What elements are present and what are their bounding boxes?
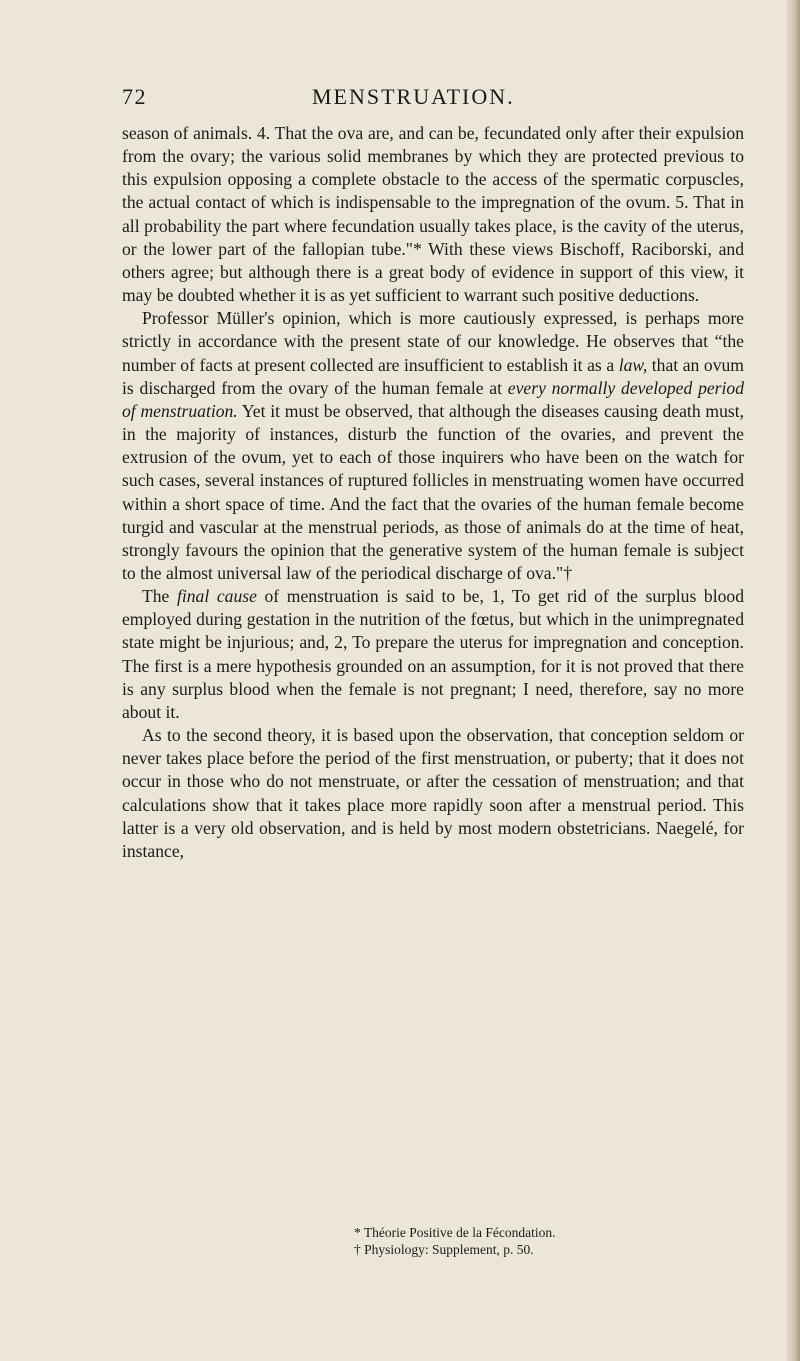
- paragraph-3-text-b: of menstruation is said to be, 1, To get rid of the surplus blood employed during gestation in the nutrition of the fœtus, but which in the unimpregnated state might be injurious; and, 2, To prepare the uterus for impregnation and conception. The first is a mere hypothesis grounded on an assumption, for it is not proved that there is any surplus blood when the female is not pregnant; I need, therefore, say no more about it.: [122, 586, 744, 722]
- paragraph-1: season of animals. 4. That the ova are, and can be, fecundated only after their expulsion from the ovary; the various solid membranes by which they are protected previous to this expulsion opposing a complete obstacle to the access of the spermatic corpuscles, the actual contact of which is indispensable to the impregnation of the ovum. 5. That in all probability the part where fecundation usually takes place, is the cavity of the uterus, or the lower part of the fallopian tube."* With these views Bischoff, Raciborski, and others agree; but although there is a great body of evidence in support of this view, it may be doubted whether it is as yet sufficient to warrant such positive deductions.: [122, 123, 744, 306]
- footnote-2: † Physiology: Supplement, p. 50.: [354, 1242, 534, 1257]
- emphasis-every-period: every normally developed period of menstruation.: [122, 377, 744, 421]
- paragraph-3-text-a: The: [142, 586, 177, 607]
- page-edge: [786, 0, 800, 1361]
- footnote-1: * Théorie Positive de la Fécondation.: [354, 1225, 556, 1240]
- paragraph-4: As to the second theory, it is based upon the observation, that conception seldom or never takes place before the period of the first menstruation, or puberty; that it does not occur in those who do not menstruate, or after the cessation of menstruation; and that calculations show that it takes place more rapidly soon after a menstrual period. This latter is a very old observation, and is held by most modern obstetricians. Naegelé, for instance,: [122, 725, 744, 861]
- paragraph-2-text-c: Yet it must be observed, that although the diseases causing death must, in the majority of instances, disturb the function of the ovaries, and prevent the extrusion of the ovum, yet to each of those inquirers who have been on the watch for such cases, several instances of ruptured follicles in menstruating women have occurred within a short space of time. And the fact that the ovaries of the human female become turgid and vascular at the menstrual periods, as those of animals do at the time of heat, strongly favours the opinion that the generative system of the human female is subject to the almost universal law of the periodical discharge of ova."†: [122, 400, 744, 583]
- page-number: 72: [122, 84, 147, 109]
- paragraph-2-text-a: Professor Müller's opinion, which is more cautiously expressed, is perhaps more strictly in accordance with the present state of our knowledge. He observes that “the number of facts at present collected are insufficient to establish it as a: [122, 308, 744, 375]
- paragraph-2-text-b: that an ovum is discharged from the ovary of the human female at: [122, 354, 744, 398]
- footnotes: [122, 1224, 744, 1258]
- paragraph-2: [122, 307, 744, 585]
- page-header: [122, 84, 742, 114]
- body-text: [122, 122, 744, 863]
- emphasis-final-cause: final cause: [176, 586, 257, 607]
- running-head: MENSTRUATION.: [312, 84, 515, 109]
- paragraph-3: [122, 585, 744, 724]
- emphasis-law: law,: [618, 354, 648, 375]
